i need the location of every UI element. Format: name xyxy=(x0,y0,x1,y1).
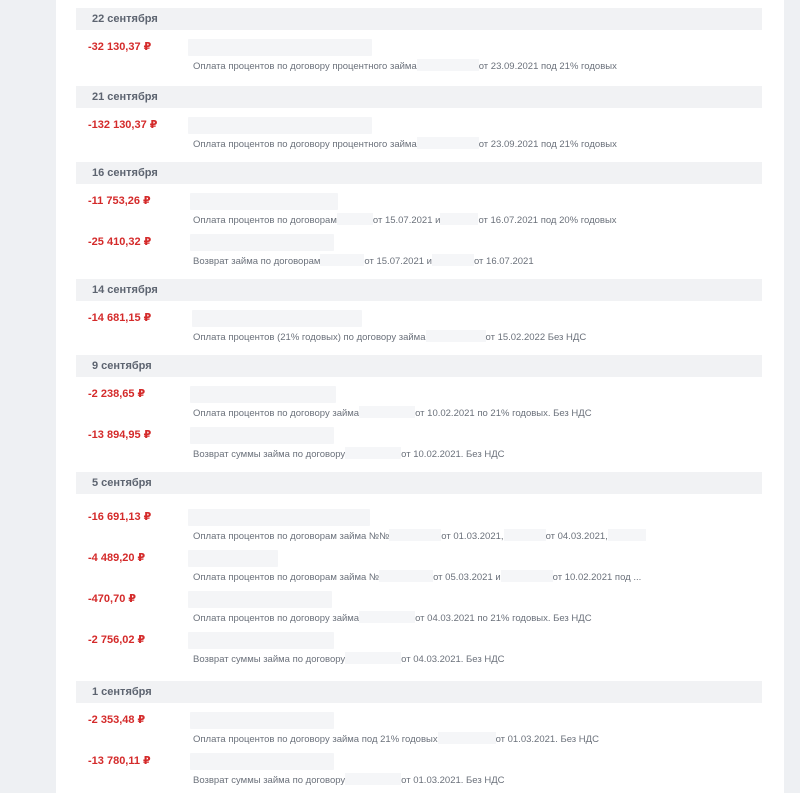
description-part: Оплата процентов по договору процентного займа xyxy=(193,139,417,150)
day-header: 21 сентября xyxy=(76,86,762,108)
transaction-description xyxy=(193,137,753,150)
description-part: Оплата процентов по договорам xyxy=(193,215,337,226)
counterparty-name-hidden xyxy=(190,234,334,251)
transaction-amount: -25 410,32 ₽ xyxy=(88,236,152,248)
description-part: Оплата процентов по договору процентного займа xyxy=(193,61,417,72)
description-part: от 04.03.2021 по 21% годовых. Без НДС xyxy=(415,613,592,624)
contract-number-hidden xyxy=(417,59,479,71)
description-part: от 01.03.2021, xyxy=(441,531,504,542)
contract-number-hidden xyxy=(426,330,486,342)
description-part: Оплата процентов по договорам займа № xyxy=(193,572,380,583)
day-section xyxy=(76,8,762,76)
description-part: Возврат займа по договорам xyxy=(193,256,321,267)
contract-number-hidden xyxy=(345,773,401,785)
transaction-description xyxy=(193,570,753,583)
transaction-row[interactable] xyxy=(76,382,762,423)
day-header: 9 сентября xyxy=(76,355,762,377)
transaction-row[interactable] xyxy=(76,708,762,749)
day-section xyxy=(76,86,762,154)
transaction-row[interactable] xyxy=(76,423,762,464)
contract-number-hidden xyxy=(359,406,415,418)
contract-number-hidden xyxy=(359,611,415,623)
contract-number-hidden xyxy=(379,570,433,582)
transaction-description xyxy=(193,254,753,267)
counterparty-name-hidden xyxy=(188,550,278,567)
contract-number-hidden xyxy=(438,732,496,744)
counterparty-name-hidden xyxy=(190,427,334,444)
description-part: Оплата процентов по договору займа xyxy=(193,613,360,624)
transaction-description xyxy=(193,773,753,786)
contract-number-hidden xyxy=(504,529,546,541)
contract-number-hidden xyxy=(501,570,553,582)
counterparty-name-hidden xyxy=(190,712,334,729)
description-part: от 16.07.2021 под 20% годовых xyxy=(478,215,617,226)
transaction-description xyxy=(193,652,753,665)
description-part: Возврат суммы займа по договору xyxy=(193,654,346,665)
description-part: от 23.09.2021 под 21% годовых xyxy=(478,61,617,72)
contract-number-hidden xyxy=(345,652,401,664)
transaction-row[interactable] xyxy=(76,35,762,76)
description-part: от 15.02.2022 Без НДС xyxy=(485,332,587,343)
day-header: 16 сентября xyxy=(76,162,762,184)
description-part: Оплата процентов по договорам займа №№ xyxy=(193,531,390,542)
description-part: от 01.03.2021. Без НДС xyxy=(495,734,599,745)
description-part: Оплата процентов по договору займа под 21% годовых xyxy=(193,734,438,745)
counterparty-name-hidden xyxy=(188,632,334,649)
transaction-row[interactable] xyxy=(76,587,762,628)
description-part: от 23.09.2021 под 21% годовых xyxy=(478,139,617,150)
transaction-amount: -13 894,95 ₽ xyxy=(88,429,152,441)
counterparty-name-hidden xyxy=(188,39,372,56)
transaction-amount: -2 238,65 ₽ xyxy=(88,388,146,400)
description-part: от 15.07.2021 и xyxy=(372,215,441,226)
transaction-row[interactable] xyxy=(76,113,762,154)
transaction-amount: -13 780,11 ₽ xyxy=(88,755,151,767)
transaction-amount: -11 753,26 ₽ xyxy=(88,195,151,207)
transaction-amount: -14 681,15 ₽ xyxy=(88,312,152,324)
description-part: от 05.03.2021 и xyxy=(433,572,501,583)
transaction-amount: -32 130,37 ₽ xyxy=(88,41,152,53)
contract-number-hidden xyxy=(440,213,478,225)
transaction-amount: -132 130,37 ₽ xyxy=(88,119,158,131)
counterparty-name-hidden xyxy=(188,509,370,526)
transaction-description xyxy=(193,732,753,745)
transaction-description xyxy=(193,59,753,72)
description-part: от 10.02.2021 под ... xyxy=(552,572,642,583)
contract-number-hidden xyxy=(608,529,646,541)
day-section xyxy=(76,355,762,464)
contract-number-hidden xyxy=(337,213,373,225)
contract-number-hidden xyxy=(432,254,474,266)
counterparty-name-hidden xyxy=(190,753,334,770)
contract-number-hidden xyxy=(320,254,364,266)
counterparty-name-hidden xyxy=(190,193,338,210)
transaction-description xyxy=(193,447,753,460)
contract-number-hidden xyxy=(417,137,479,149)
description-part: от 10.02.2021 по 21% годовых. Без НДС xyxy=(415,408,592,419)
contract-number-hidden xyxy=(389,529,441,541)
transaction-row[interactable] xyxy=(76,306,762,347)
transaction-row[interactable] xyxy=(76,628,762,669)
description-part: Возврат суммы займа по договору xyxy=(193,775,346,786)
day-section xyxy=(76,279,762,347)
counterparty-name-hidden xyxy=(188,591,332,608)
transaction-row[interactable] xyxy=(76,189,762,230)
contract-number-hidden xyxy=(345,447,401,459)
transaction-amount: -4 489,20 ₽ xyxy=(88,552,146,564)
description-part: Оплата процентов (21% годовых) по договору займа xyxy=(193,332,426,343)
transaction-row[interactable] xyxy=(76,230,762,271)
transaction-description xyxy=(193,529,753,542)
transaction-description xyxy=(193,406,753,419)
transaction-row[interactable] xyxy=(76,546,762,587)
transaction-amount: -2 353,48 ₽ xyxy=(88,714,146,726)
transaction-description xyxy=(193,330,753,343)
transaction-amount: -470,70 ₽ xyxy=(88,593,137,605)
description-part: Оплата процентов по договору займа xyxy=(193,408,360,419)
day-header: 1 сентября xyxy=(76,681,762,703)
transaction-description xyxy=(193,213,753,226)
description-part: от 10.02.2021. Без НДС xyxy=(401,449,505,460)
description-part: от 16.07.2021 xyxy=(473,256,534,267)
counterparty-name-hidden xyxy=(192,310,362,327)
description-part: от 01.03.2021. Без НДС xyxy=(401,775,505,786)
description-part: от 15.07.2021 и xyxy=(364,256,432,267)
day-section xyxy=(76,162,762,271)
transaction-description xyxy=(193,611,753,624)
transaction-amount: -16 691,13 ₽ xyxy=(88,511,152,523)
day-section xyxy=(76,681,762,790)
operations-list xyxy=(76,8,762,790)
day-header: 22 сентября xyxy=(76,8,762,30)
transaction-row[interactable] xyxy=(76,749,762,790)
description-part: Возврат суммы займа по договору xyxy=(193,449,346,460)
counterparty-name-hidden xyxy=(188,117,372,134)
day-header: 14 сентября xyxy=(76,279,762,301)
day-header: 5 сентября xyxy=(76,472,762,494)
day-section xyxy=(76,472,762,669)
description-part: от 04.03.2021. Без НДС xyxy=(401,654,505,665)
counterparty-name-hidden xyxy=(190,386,336,403)
description-part: от 04.03.2021, xyxy=(545,531,608,542)
transaction-row[interactable] xyxy=(76,505,762,546)
transaction-amount: -2 756,02 ₽ xyxy=(88,634,146,646)
